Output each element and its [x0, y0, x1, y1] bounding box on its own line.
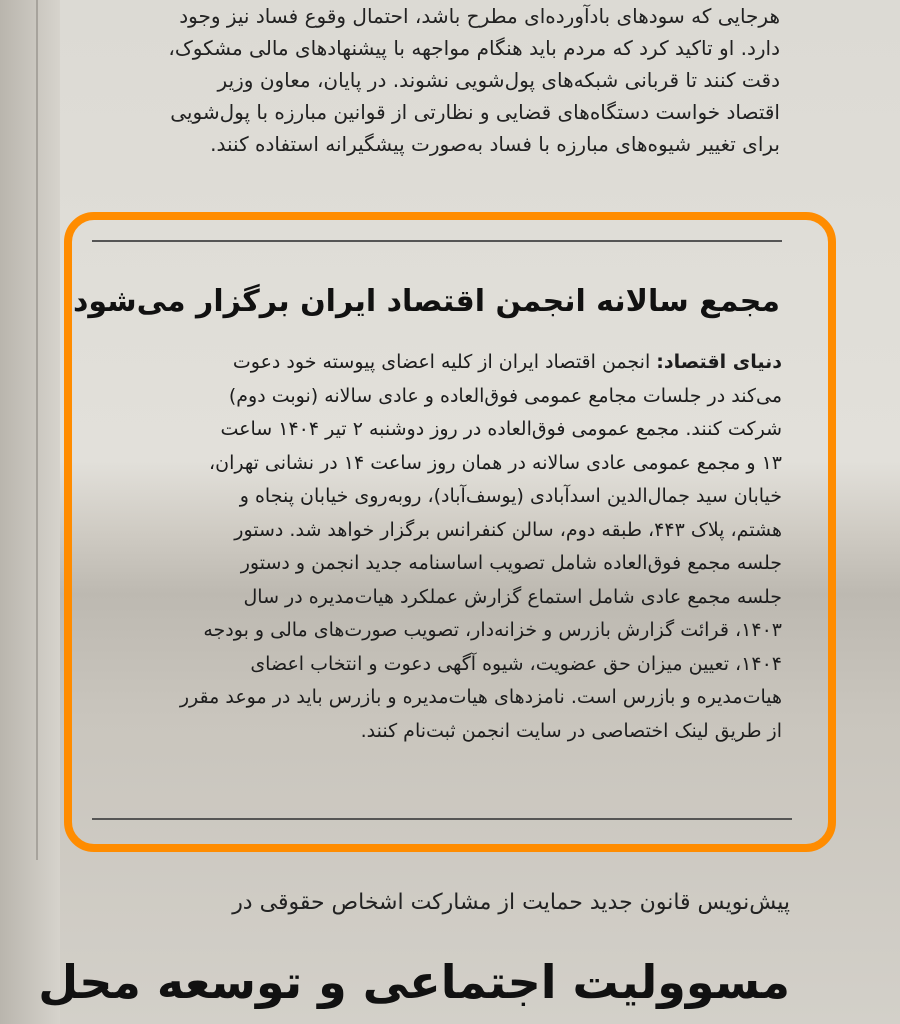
previous-article-text	[120, 0, 780, 160]
article-headline: مجمع سالانه انجمن اقتصاد ایران برگزار می‌شود	[72, 284, 780, 319]
text-line: هیات‌مدیره و بازرس است. نامزدهای هیات‌مدیره و بازرس باید در موعد مقرر	[179, 686, 782, 708]
highlight-frame	[64, 212, 836, 852]
next-article-subheadline: پیش‌نویس قانون جدید حمایت از مشارکت اشخاص حقوقی در	[232, 890, 790, 915]
text-line: می‌کند در جلسات مجامع عمومی فوق‌العاده و عادی سالانه (نوبت دوم)	[228, 384, 782, 407]
text-line: اقتصاد خواست دستگاه‌های قضایی و نظارتی از قوانین مبارزه با پول‌شویی	[170, 100, 780, 124]
text-line: ۱۴۰۳، قرائت گزارش بازرس و خزانه‌دار، تصویب صورت‌های مالی و بودجه	[203, 619, 782, 641]
column-divider	[36, 0, 38, 860]
text-line: شرکت کنند. مجمع عمومی فوق‌العاده در روز دوشنبه ۲ تیر ۱۴۰۴ ساعت	[220, 418, 782, 440]
text-line: دقت کنند تا قربانی شبکه‌های پول‌شویی نشوند. در پایان، معاون وزیر	[217, 68, 780, 92]
text-fragment: انجمن اقتصاد ایران از کلیه اعضای پیوسته خود دعوت	[232, 351, 657, 373]
text-line: جلسه مجمع فوق‌العاده شامل تصویب اساسنامه جدید انجمن و دستور	[240, 552, 782, 574]
text-line: برای تغییر شیوه‌های مبارزه با فساد به‌صورت پیشگیرانه استفاده کنند.	[210, 132, 780, 156]
text-line: دارد. او تاکید کرد که مردم باید هنگام مواجهه با پیشنهادهای مالی مشکوک،	[168, 36, 780, 60]
text-line: ۱۴۰۴، تعیین میزان حق عضویت، شیوه آگهی دعوت و انتخاب اعضای	[250, 652, 782, 675]
article-source-lead: دنیای اقتصاد:	[656, 351, 782, 373]
page-shadow	[0, 0, 60, 1024]
next-article-headline: مسوولیت اجتماعی و توسعه محل	[38, 955, 790, 1009]
text-line: از طریق لینک اختصاصی در سایت انجمن ثبت‌نام کنند.	[360, 719, 782, 742]
text-line: هرجایی که سودهای بادآورده‌ای مطرح باشد، احتمال وقوع فساد نیز وجود	[179, 4, 780, 28]
text-line: جلسه مجمع عادی شامل استماع گزارش عملکرد هیات‌مدیره در سال	[243, 585, 782, 608]
text-line: ۱۳ و مجمع عمومی عادی سالانه در همان روز ساعت ۱۴ در نشانی تهران،	[208, 451, 782, 474]
text-line: هشتم، پلاک ۴۴۳، طبقه دوم، سالن کنفرانس برگزار خواهد شد. دستور	[234, 518, 782, 541]
text-line: خیابان سید جمال‌الدین اسدآبادی (یوسف‌آباد)، روبه‌روی خیابان پنجاه و	[239, 485, 782, 507]
